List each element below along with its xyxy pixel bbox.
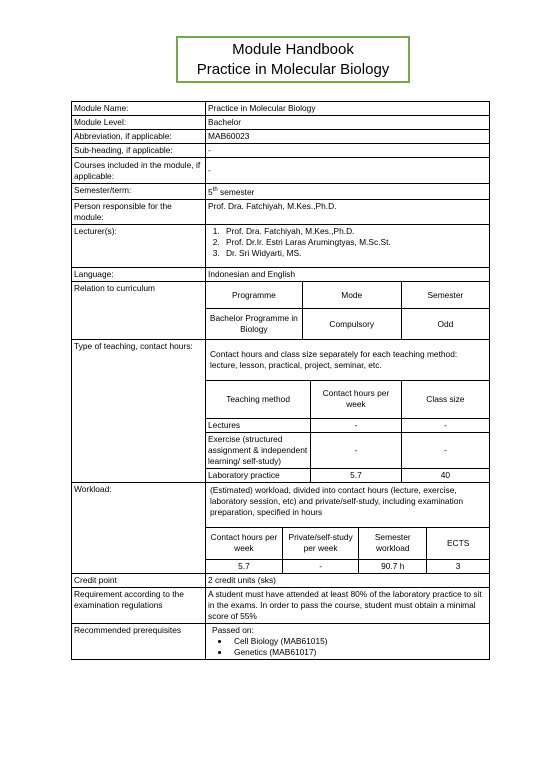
label-relation: Relation to curriculum — [72, 281, 206, 339]
teaching-class-size: - — [401, 418, 489, 432]
row-abbreviation — [72, 130, 490, 144]
relation-cell: Odd — [401, 309, 489, 339]
value-person-responsible: Prof. Dra. Fatchiyah, M.Kes.,Ph.D. — [206, 199, 490, 224]
teaching-hours: 5.7 — [311, 468, 402, 482]
label-prereq: Recommended prerequisites — [72, 623, 206, 659]
lecturer-item: 3. Dr. Sri Widyarti, MS. — [222, 248, 487, 259]
label-teaching: Type of teaching, contact hours: — [72, 339, 206, 482]
teaching-class-size: - — [401, 432, 489, 468]
label-module-level: Module Level: — [72, 116, 206, 130]
value-requirement: A student must have attended at least 80% of the laboratory practice to sit in the exams. In order to pass the course, student must obtain a minimal score of 55% — [206, 587, 490, 623]
workload-intro: (Estimated) workload, divided into contact hours (lecture, exercise, laboratory session, etc) and private/self-study, including examination preparation, specified in hours — [210, 484, 464, 517]
teaching-header: Contact hours per week — [311, 380, 402, 418]
label-subheading: Sub-heading, if applicable: — [72, 144, 206, 158]
row-relation-curriculum — [72, 281, 490, 339]
label-courses: Courses included in the module, if applicable: — [72, 158, 206, 184]
semester-suffix: th — [212, 187, 218, 193]
label-requirement: Requirement according to the examination regulations — [72, 587, 206, 623]
value-credit: 2 credit units (sks) — [206, 573, 490, 587]
teaching-table — [206, 380, 489, 482]
label-abbreviation: Abbreviation, if applicable: — [72, 130, 206, 144]
value-subheading: - — [206, 144, 490, 158]
row-module-name — [72, 102, 490, 116]
row-type-of-teaching — [72, 339, 490, 482]
teaching-class-size: 40 — [401, 468, 489, 482]
row-person-responsible — [72, 199, 490, 224]
value-teaching — [206, 339, 490, 482]
semester-number: 5 — [208, 186, 213, 197]
row-prerequisites — [72, 623, 490, 659]
value-prereq — [206, 623, 490, 659]
workload-header: Semester workload — [359, 527, 427, 559]
relation-header-row — [206, 282, 489, 309]
teaching-method: Exercise (structured assignment & independent learning/ self-study) — [206, 432, 311, 468]
workload-cell: 90.7 h — [359, 559, 427, 573]
row-module-level — [72, 116, 490, 130]
prereq-intro: Passed on: — [212, 624, 254, 635]
label-credit: Credit point — [72, 573, 206, 587]
relation-cell: Bachelor Programme in Biology — [206, 309, 302, 339]
label-semester: Semester/term: — [72, 184, 206, 200]
teaching-header: Teaching method — [206, 380, 311, 418]
teaching-intro: Contact hours and class size separately for each teaching method: lecture, lesson, practical, project, seminar, etc. — [210, 348, 458, 370]
relation-table — [206, 282, 489, 339]
value-module-name: Practice in Molecular Biology — [206, 102, 490, 116]
workload-header-row — [206, 527, 489, 559]
workload-cell: 5.7 — [206, 559, 282, 573]
value-relation — [206, 281, 490, 339]
row-workload — [72, 482, 490, 573]
row-requirement — [72, 587, 490, 623]
workload-cell: 3 — [427, 559, 489, 573]
label-person-responsible: Person responsible for the module: — [72, 199, 206, 224]
teaching-header: Class size — [401, 380, 489, 418]
title-line-1: Module Handbook — [232, 41, 354, 58]
row-lecturers — [72, 224, 490, 267]
value-workload — [206, 482, 490, 573]
teaching-method: Lectures — [206, 418, 311, 432]
value-courses: - — [206, 158, 490, 184]
row-semester — [72, 184, 490, 200]
lecturer-list — [208, 226, 487, 259]
prereq-list — [208, 636, 487, 658]
teaching-row — [206, 468, 489, 482]
relation-row — [206, 309, 489, 339]
teaching-header-row — [206, 380, 489, 418]
row-subheading — [72, 144, 490, 158]
relation-header: Programme — [206, 282, 302, 309]
teaching-hours: - — [311, 418, 402, 432]
title-line-2: Practice in Molecular Biology — [196, 61, 390, 78]
relation-cell: Compulsory — [302, 309, 401, 339]
teaching-method: Laboratory practice — [206, 468, 311, 482]
teaching-row — [206, 418, 489, 432]
row-credit-point — [72, 573, 490, 587]
label-language: Language: — [72, 267, 206, 281]
workload-header: Private/self-study per week — [282, 527, 358, 559]
row-courses — [72, 158, 490, 184]
module-table — [71, 101, 490, 660]
workload-cell: - — [282, 559, 358, 573]
value-abbreviation: MAB60023 — [206, 130, 490, 144]
workload-table — [206, 527, 489, 573]
semester-text: semester — [217, 186, 255, 197]
prereq-item: • Cell Biology (MAB61015) — [230, 636, 487, 647]
teaching-row — [206, 432, 489, 468]
relation-header: Semester — [401, 282, 489, 309]
row-language — [72, 267, 490, 281]
prereq-item: • Genetics (MAB61017) — [230, 647, 487, 658]
workload-header: Contact hours per week — [206, 527, 282, 559]
teaching-hours: - — [311, 432, 402, 468]
value-lecturers — [206, 224, 490, 267]
value-module-level: Bachelor — [206, 116, 490, 130]
workload-row — [206, 559, 489, 573]
lecturer-item: 2. Prof. Dr.Ir. Estri Laras Arumingtyas, M.Sc.St. — [222, 237, 487, 248]
value-semester — [206, 184, 490, 200]
label-module-name: Module Name: — [72, 102, 206, 116]
value-language: Indonesian and English — [206, 267, 490, 281]
relation-header: Mode — [302, 282, 401, 309]
label-workload: Workload: — [72, 482, 206, 573]
lecturer-item: 1. Prof. Dra. Fatchiyah, M.Kes.,Ph.D. — [222, 226, 487, 237]
workload-header: ECTS — [427, 527, 489, 559]
module-title-box — [176, 36, 410, 83]
label-lecturers: Lecturer(s): — [72, 224, 206, 267]
